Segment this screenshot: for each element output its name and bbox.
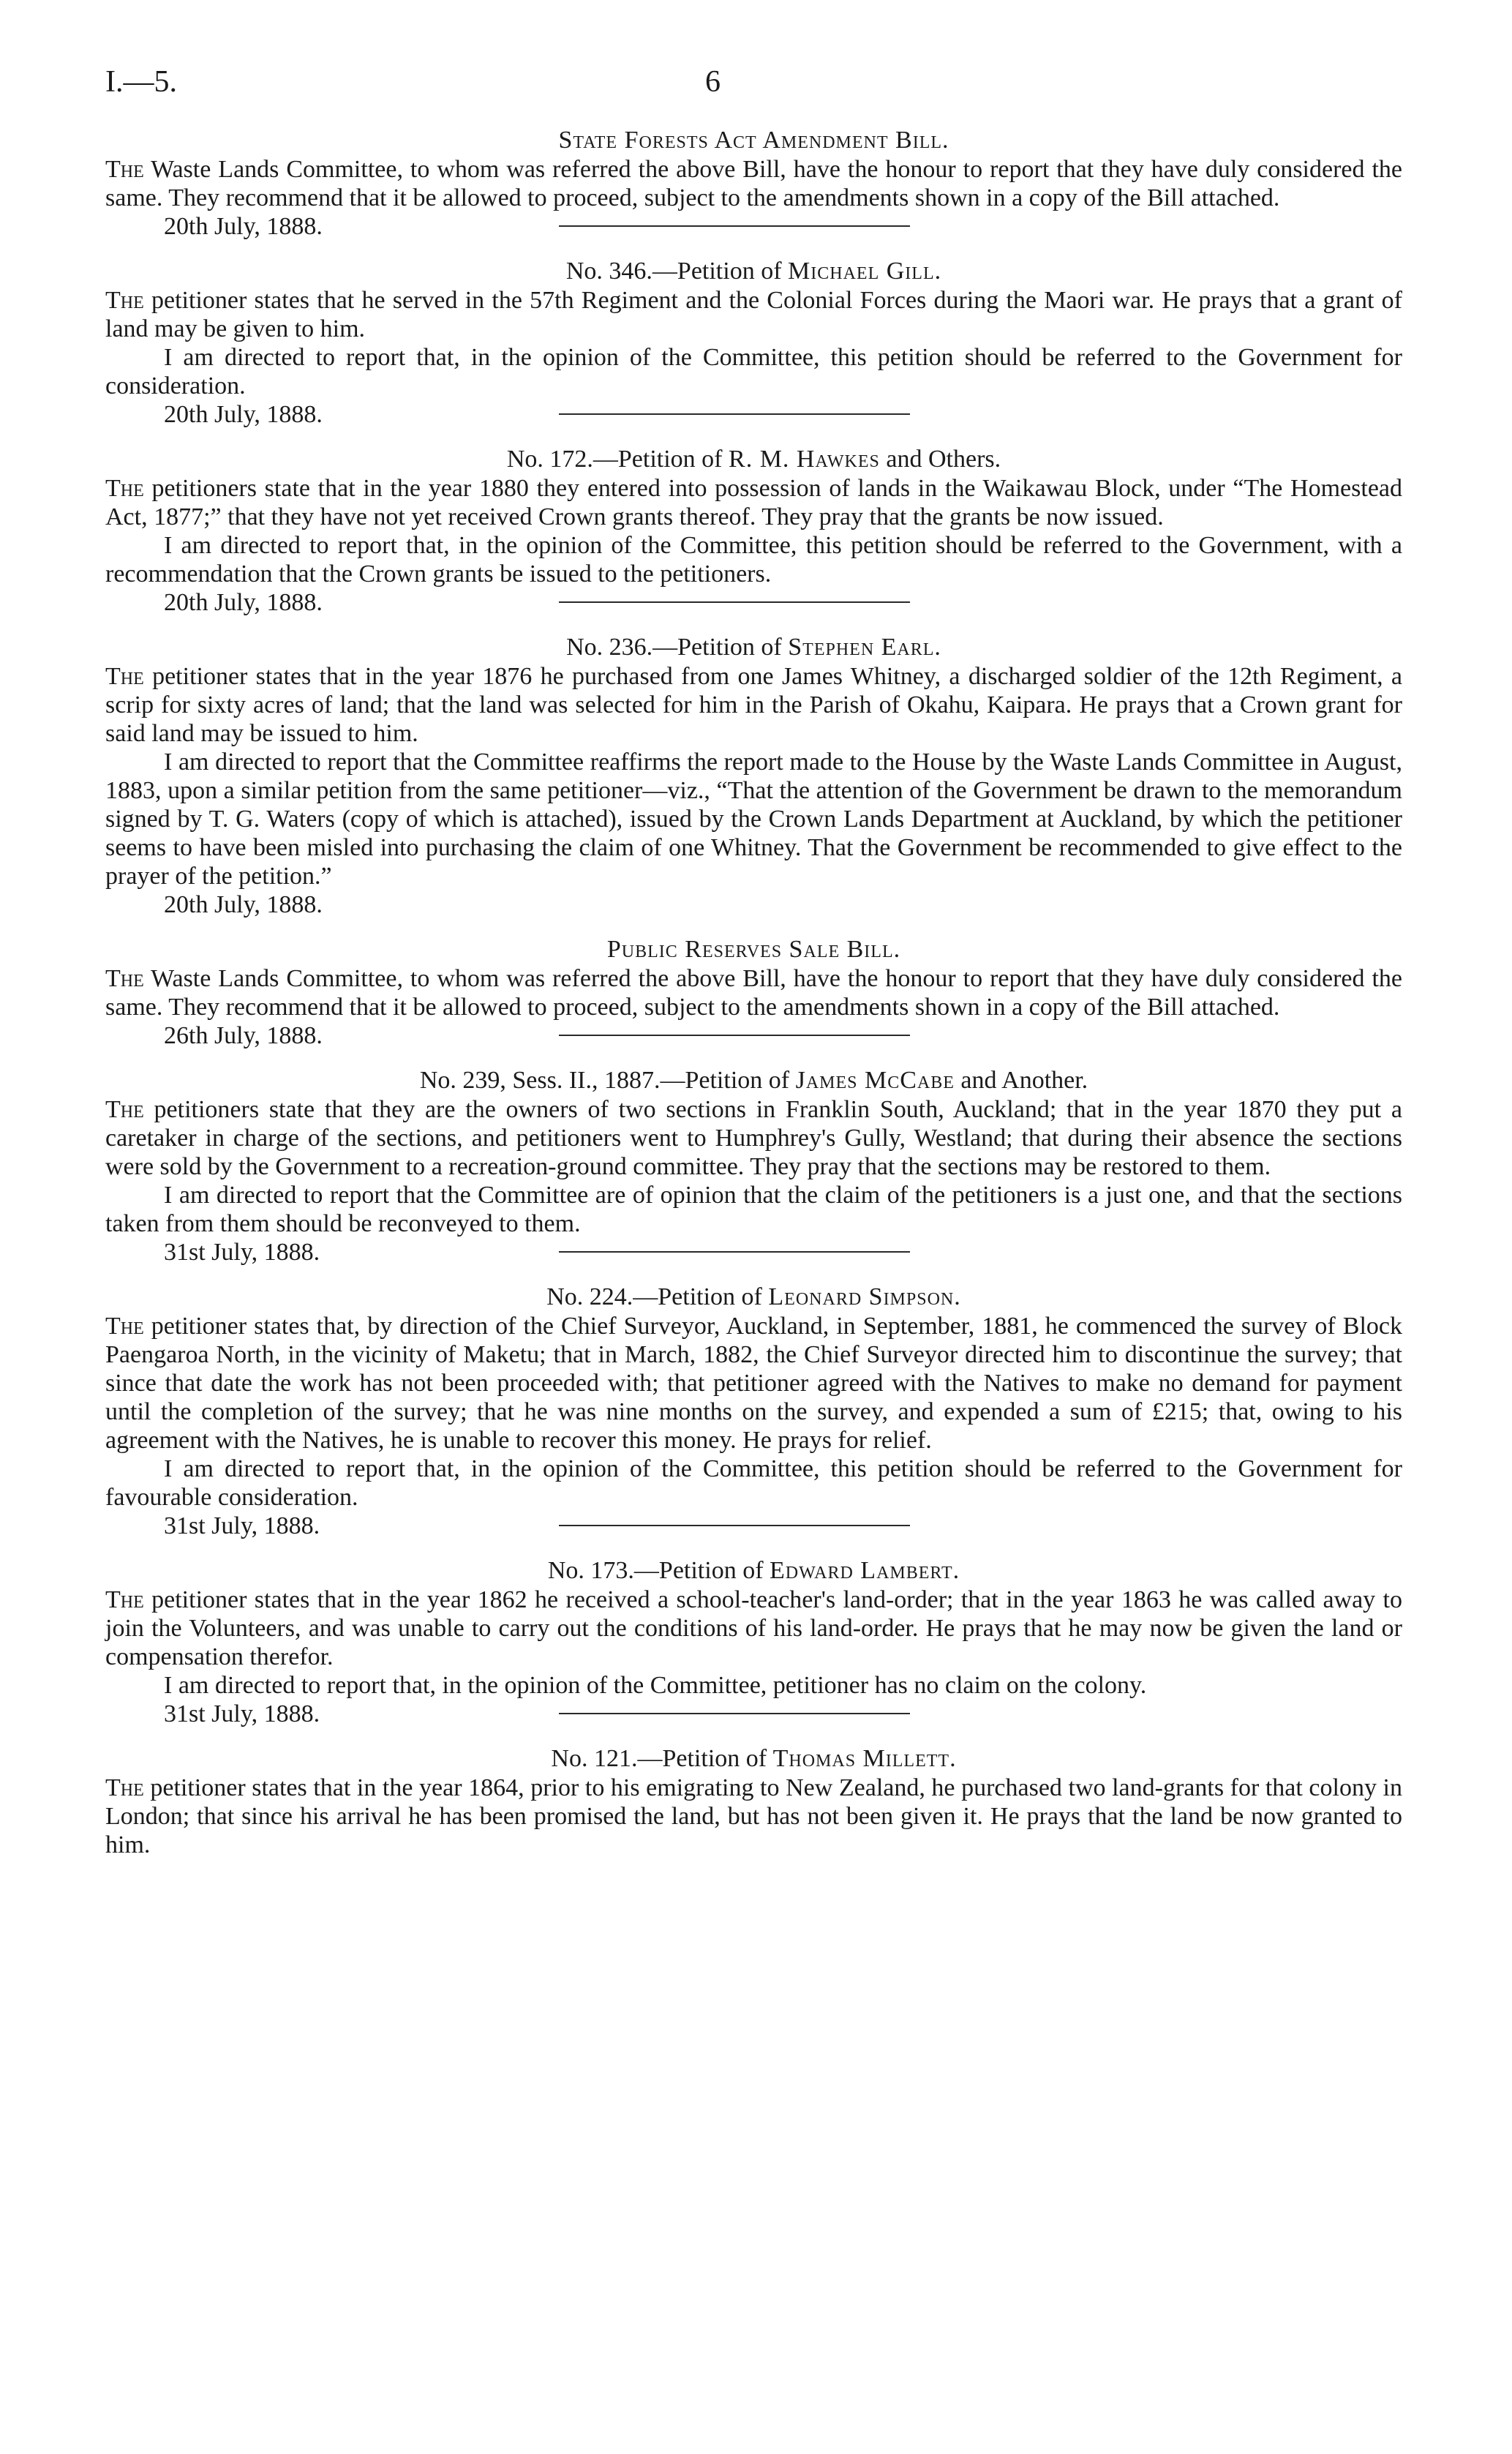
report-date: 31st July, 1888.: [164, 1239, 320, 1266]
section-divider: [559, 1251, 910, 1253]
petition-heading: [105, 1283, 1402, 1312]
lead-word: The: [105, 663, 144, 690]
report-date-row: [105, 1021, 1402, 1050]
petition-heading: [105, 1066, 1402, 1095]
report-date: 20th July, 1888.: [164, 891, 323, 918]
report-date: 20th July, 1888.: [164, 213, 323, 240]
petitioner-name: Edward Lambert.: [770, 1557, 960, 1584]
paragraph-text: petitioner states that he served in the 57th Regiment and the Colonial Forces during the Maori war. He prays that a grant of land may be given to him.: [105, 287, 1402, 342]
report-date: 31st July, 1888.: [164, 1700, 320, 1727]
heading-prefix: No. 346.—Petition of: [565, 258, 789, 285]
petition-heading: [105, 1556, 1402, 1586]
petition-leonard-simpson: [105, 1283, 1402, 1540]
petition-statement: [105, 1095, 1402, 1181]
petition-heading: [105, 633, 1402, 662]
section-heading: State Forests Act Amendment Bill.: [558, 127, 949, 154]
petition-thomas-millett: [105, 1744, 1402, 1859]
section-divider: [559, 1525, 910, 1526]
report-date: 20th July, 1888.: [164, 401, 323, 428]
petition-statement: [105, 1586, 1402, 1671]
paragraph-text: petitioners state that they are the owners of two sections in Franklin South, Auckland; that in the year 1870 they put a caretaker in charge of the sections, and petitioners went to Humphrey's Gully, Westland; that during their absence the sections were sold by the Government to a recreation-ground committee. They pray that the sections may be restored to them.: [105, 1096, 1402, 1180]
lead-word: The: [105, 1096, 144, 1123]
committee-finding: I am directed to report that, in the opinion of the Committee, this petition should be referred to the Government for consideration.: [105, 344, 1402, 399]
petitioner-name: R. M. Hawkes: [729, 446, 880, 473]
paragraph-text: petitioner states that in the year 1862 he received a school-teacher's land-order; that in the year 1863 he was called away to join the Volunteers, and was unable to carry out the conditions of his land-order. He prays that he may now be given the land or compensation therefor.: [105, 1586, 1402, 1670]
page-header: [105, 64, 1402, 126]
petitioner-name: James McCabe: [795, 1067, 955, 1094]
report-date-row: [105, 400, 1402, 429]
section-divider: [559, 413, 910, 415]
petition-hawkes: [105, 445, 1402, 617]
report-paragraph: [105, 155, 1402, 212]
lead-word: The: [105, 156, 144, 183]
heading-prefix: No. 121.—Petition of: [551, 1745, 773, 1772]
petition-statement: [105, 662, 1402, 748]
heading-prefix: No. 224.—Petition of: [546, 1283, 769, 1310]
report-date: 31st July, 1888.: [164, 1512, 320, 1539]
heading-suffix: and Another.: [954, 1067, 1088, 1094]
paragraph-text: petitioner states that, by direction of the Chief Surveyor, Auckland, in September, 1881, he commenced the survey of Block Paengaroa North, in the vicinity of Maketu; that in March, 1882, the Chief Surveyor directed him to discontinue the survey; that since that date the work has not been proceeded with; that petitioner agreed with the Natives to make no demand for payment until the completion of the survey; that he was nine months on the survey, and expended a sum of £215; that, owing to his agreement with the Natives, he is unable to recover this money. He prays for relief.: [105, 1313, 1402, 1454]
petitioner-name: Michael Gill.: [788, 258, 942, 285]
paragraph-text: petitioner states that in the year 1864, prior to his emigrating to New Zealand, he purchased two land-grants for that colony in London; that since his arrival he has been promised the land, but has not been given it. He prays that the land be now granted to him.: [105, 1774, 1402, 1858]
petitioner-name: Stephen Earl.: [788, 634, 941, 661]
committee-finding: I am directed to report that the Committee reaffirms the report made to the House by the Waste Lands Committee in August, 1883, upon a similar petition from the same petitioner—viz., “That the attention of the Government be drawn to the memorandum signed by T. G. Waters (copy of which is attached), issued by the Crown Lands Department at Auckland, by which the petitioner seems to have been misled into purchasing the claim of one Whitney. That the Government be recommended to give effect to the prayer of the petition.”: [105, 748, 1402, 890]
report-date: 26th July, 1888.: [164, 1022, 323, 1049]
report-date-row: [105, 1238, 1402, 1267]
heading-prefix: No. 236.—Petition of: [566, 634, 789, 661]
petitioner-name: Thomas Millett.: [772, 1745, 957, 1772]
section-divider: [559, 1035, 910, 1036]
lead-word: The: [105, 475, 144, 502]
committee-finding: I am directed to report that the Committee are of opinion that the claim of the petitioners is a just one, and that the sections taken from them should be reconveyed to them.: [105, 1182, 1402, 1237]
report-date-row: [105, 1512, 1402, 1540]
report-date-row: [105, 588, 1402, 617]
report-public-reserves-bill: [105, 935, 1402, 1050]
committee-finding: I am directed to report that, in the opinion of the Committee, petitioner has no claim on the colony.: [164, 1672, 1147, 1699]
petition-statement: [105, 1312, 1402, 1455]
petition-edward-lambert: [105, 1556, 1402, 1728]
heading-prefix: No. 172.—Petition of: [506, 446, 729, 473]
petition-statement: [105, 1774, 1402, 1859]
lead-word: The: [105, 1774, 144, 1801]
report-date-row: [105, 1700, 1402, 1728]
committee-finding: I am directed to report that, in the opinion of the Committee, this petition should be referred to the Government for favourable consideration.: [105, 1455, 1402, 1511]
report-state-forests-bill: [105, 126, 1402, 241]
petition-james-mccabe: [105, 1066, 1402, 1267]
section-heading: Public Reserves Sale Bill.: [606, 936, 901, 963]
petitioner-name: Leonard Simpson.: [768, 1283, 961, 1310]
paper-reference: I.—5.: [105, 65, 177, 99]
section-divider: [559, 1713, 910, 1714]
paragraph-text: petitioners state that in the year 1880 they entered into possession of lands in the Waikawau Block, under “The Homestead Act, 1877;” that they have not yet received Crown grants thereof. They pray that the grants be now issued.: [105, 475, 1402, 530]
heading-prefix: No. 173.—Petition of: [547, 1557, 770, 1584]
petition-heading: [105, 257, 1402, 286]
petition-heading: [105, 1744, 1402, 1774]
petition-michael-gill: [105, 257, 1402, 429]
heading-suffix: and Others.: [879, 446, 1001, 473]
paragraph-text: petitioner states that in the year 1876 he purchased from one James Whitney, a discharged soldier of the 12th Regiment, a scrip for sixty acres of land; that the land was selected for him in the Parish of Okahu, Kaipara. He prays that a Crown grant for said land may be issued to him.: [105, 663, 1402, 747]
lead-word: The: [105, 965, 144, 992]
paragraph-text: Waste Lands Committee, to whom was referred the above Bill, have the honour to report that they have duly considered the same. They recommend that it be allowed to proceed, subject to the amendments shown in a copy of the Bill attached.: [105, 965, 1402, 1021]
committee-finding: I am directed to report that, in the opinion of the Committee, this petition should be referred to the Government, with a recommendation that the Crown grants be issued to the petitioners.: [105, 532, 1402, 588]
section-divider: [559, 601, 910, 603]
petition-statement: [105, 474, 1402, 531]
paragraph-text: Waste Lands Committee, to whom was referred the above Bill, have the honour to report that they have duly considered the same. They recommend that it be allowed to proceed, subject to the amendments shown in a copy of the Bill attached.: [105, 156, 1402, 211]
heading-prefix: No. 239, Sess. II., 1887.—Petition of: [419, 1067, 796, 1094]
report-date-row: [105, 890, 1402, 919]
report-paragraph: [105, 964, 1402, 1021]
report-date-row: [105, 212, 1402, 241]
lead-word: The: [105, 287, 144, 314]
section-divider: [559, 225, 910, 227]
petition-heading: [105, 445, 1402, 474]
lead-word: The: [105, 1586, 144, 1613]
report-date: 20th July, 1888.: [164, 589, 323, 616]
petition-statement: [105, 286, 1402, 343]
petition-stephen-earl: [105, 633, 1402, 919]
page-number: 6: [705, 65, 721, 99]
lead-word: The: [105, 1313, 144, 1340]
